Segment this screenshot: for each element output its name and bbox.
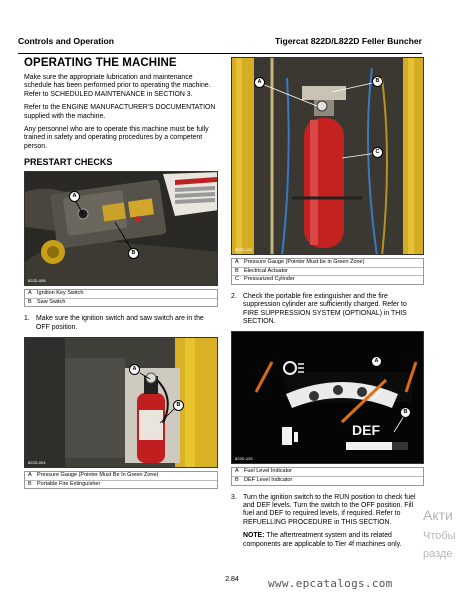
prestart-heading: PRESTART CHECKS — [24, 157, 113, 168]
legend-row: A Pressure Gauge (Pointer Must be in Green Zone) — [235, 259, 365, 265]
overlay-text-2: Чтобы — [423, 530, 456, 542]
figure-id: 822D-119 — [235, 247, 253, 252]
legend-row: A Pressure Gauge (Pointer Must Be In Green Zone) — [28, 472, 159, 479]
watermark-url: www.epcatalogs.com — [268, 577, 393, 590]
figure-legend — [24, 289, 218, 307]
legend-row: A Ignition Key Switch — [28, 290, 84, 297]
callout-c: C — [372, 147, 383, 158]
callout-a: A — [371, 356, 382, 367]
step-1: 1. Make sure the ignition switch and saw switch are in the OFF position. — [24, 315, 204, 331]
callout-b: B — [400, 407, 411, 418]
note-text: The aftertreatment system and its related components are applicable to Tier 4f machines only. — [243, 532, 402, 548]
figure-id: 822D-006 — [28, 278, 46, 284]
overlay-text-1: Акти — [423, 507, 453, 523]
callout-b: B — [128, 248, 139, 259]
right-column — [231, 57, 424, 554]
step-2: 2. Check the portable fire extinguisher and the fire suppression cylinder are sufficiently charged. Refer to FIRE SUPPRESSION SYSTEM (OPTIONAL) in THIS SECTION. — [231, 292, 407, 325]
callout-a: A — [69, 191, 80, 202]
callout-a: A — [254, 77, 265, 88]
step-3: 3. Turn the ignition switch to the RUN position to check fuel and DEF levels. Turn the switch to the OFF position. Fill fuel and DEF to required levels, if required. Refer to REFUELLING PROCEDURE in THIS SECTION. — [231, 493, 416, 526]
page-header — [18, 36, 422, 52]
ignition-panel-illustration — [25, 172, 218, 286]
tier4-note — [243, 532, 424, 549]
def-label: DEF — [352, 422, 380, 439]
left-column — [24, 57, 219, 497]
callout-a: A — [129, 364, 140, 375]
gauge-illustration — [232, 332, 424, 464]
training-paragraph: Any personnel who are to operate this machine must be fully trained in safety and operating procedures by a competent person. — [24, 126, 209, 150]
page-number: 2.84 — [225, 576, 239, 583]
engine-doc-paragraph: Refer to the ENGINE MANUFACTURER'S DOCUMENTATION supplied with the machine. — [24, 104, 216, 120]
callout-b: B — [372, 76, 383, 87]
legend-row: B DEF Level Indicator — [232, 476, 423, 485]
note-label: NOTE: — [243, 532, 265, 540]
header-rule — [18, 53, 422, 54]
figure-id: 822D-125 — [235, 456, 253, 462]
legend-row: A Fuel Level Indicator — [235, 468, 292, 475]
fuel-def-gauge-photo — [231, 331, 424, 464]
extinguisher-photo — [24, 337, 218, 468]
figure-legend — [231, 467, 424, 485]
extinguisher-illustration — [25, 338, 218, 468]
figure-id: 822D-004 — [28, 460, 46, 466]
model-title: Tigercat 822D/L822D Feller Buncher — [275, 36, 422, 46]
legend-row: B Saw Switch — [25, 298, 217, 307]
ignition-panel-photo — [24, 171, 218, 286]
section-title: Controls and Operation — [18, 36, 114, 46]
legend-row: B Portable Fire Extinguisher — [25, 480, 217, 489]
page-heading: OPERATING THE MACHINE — [24, 57, 177, 69]
overlay-text-3: разде — [423, 548, 453, 560]
intro-paragraph: Make sure the appropriate lubrication and maintenance schedule has been performed prior to operating the machine. Refer to SCHEDULED MAINTENANCE in SECTION 3. — [24, 74, 211, 98]
legend-row: B Electrical Actuator — [232, 267, 423, 276]
suppression-cylinder-photo — [231, 57, 424, 255]
legend-row: C Pressurized Cylinder — [232, 275, 423, 284]
figure-legend — [24, 471, 218, 489]
callout-b: B — [173, 400, 184, 411]
figure-legend — [231, 258, 424, 285]
